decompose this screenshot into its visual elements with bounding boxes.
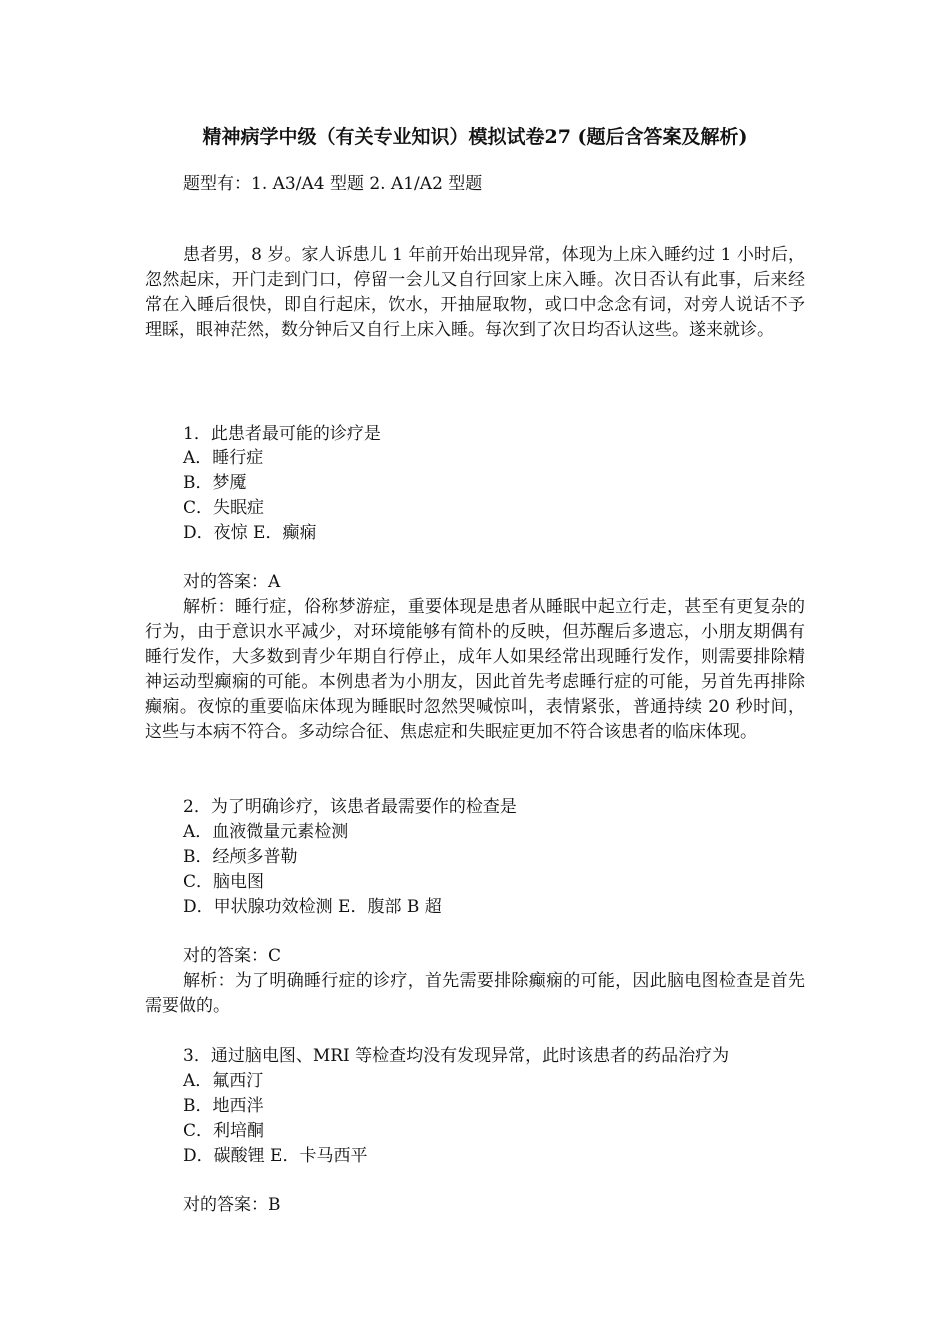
question-stem: 1．此患者最可能的诊疗是 bbox=[183, 424, 381, 444]
question-stem: 2．为了明确诊疗，该患者最需要作的检查是 bbox=[183, 797, 517, 817]
answer-analysis: 解析：睡行症，俗称梦游症，重要体现是患者从睡眠中起立行走，甚至有更复杂的行为，由于意识水平减少，对环境能够有简朴的反映，但苏醒后多遗忘，小朋友期偶有睡行发作，大多数到青少年期自行停止，成年人如果经常出现睡行发作，则需要排除精神运动型癫痫的可能。本例患者为小朋友，因此首先考虑睡行症的可能，另首先再排除癫痫。夜惊的重要临床体现为睡眠时忽然哭喊惊叫，表情紧张，普通持续 20 秒时间，这些与本病不符合。多动综合征、焦虑症和失眠症更加不符合该患者的临床体现。 bbox=[145, 597, 805, 742]
option-a: A．血液微量元素检测 bbox=[183, 822, 349, 842]
correct-answer: 对的答案：B bbox=[183, 1195, 281, 1215]
option-c: C．失眠症 bbox=[183, 498, 265, 518]
question-types: 题型有：1. A3/A4 型题 2. A1/A2 型题 bbox=[183, 174, 483, 194]
option-d-e: D．夜惊 E．癫痫 bbox=[183, 523, 317, 543]
option-c: C．利培酮 bbox=[183, 1121, 265, 1141]
option-d-e: D．碳酸锂 E．卡马西平 bbox=[183, 1146, 368, 1166]
document-title: 精神病学中级（有关专业知识）模拟试卷27 (题后含答案及解析) bbox=[202, 126, 748, 148]
correct-answer: 对的答案：A bbox=[183, 572, 281, 592]
option-c: C．脑电图 bbox=[183, 872, 265, 892]
option-a: A．睡行症 bbox=[183, 448, 264, 468]
case-description: 患者男，8 岁。家人诉患儿 1 年前开始出现异常，体现为上床入睡约过 1 小时后，忽然起床，开门走到门口，停留一会儿又自行回家上床入睡。次日否认有此事，后来经常在入睡后很快，即自行起床，饮水，开抽屉取物，或口中念念有词，对旁人说话不予理睬，眼神茫然，数分钟后又自行上床入睡。每次到了次日均否认这些。遂来就诊。 bbox=[145, 245, 805, 340]
option-b: B．地西泮 bbox=[183, 1096, 264, 1116]
option-a: A．氟西汀 bbox=[183, 1071, 264, 1091]
option-d-e: D．甲状腺功效检测 E．腹部 B 超 bbox=[183, 897, 442, 917]
option-b: B．经颅多普勒 bbox=[183, 847, 298, 867]
correct-answer: 对的答案：C bbox=[183, 946, 282, 966]
option-b: B．梦魇 bbox=[183, 473, 247, 493]
question-stem: 3．通过脑电图、MRI 等检查均没有发现异常，此时该患者的药品治疗为 bbox=[183, 1046, 730, 1066]
answer-analysis: 解析：为了明确睡行症的诊疗，首先需要排除癫痫的可能，因此脑电图检查是首先需要做的。 bbox=[145, 971, 805, 1016]
